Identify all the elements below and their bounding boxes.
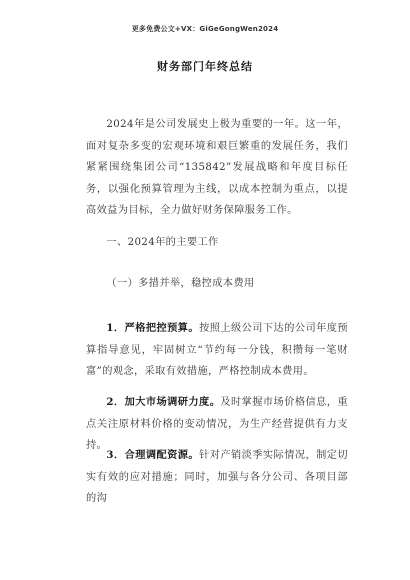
item-paragraph-3 bbox=[86, 445, 348, 510]
item-text: 按照上级公司下达的公司年度预算指导意见，牢固树立“节约每一分钱，积攒每一笔财富”的观念，采取有效措施，严格控制成本费用。 bbox=[86, 323, 348, 377]
section-heading: 一、2024年的主要工作 bbox=[106, 237, 219, 248]
item-paragraph-1 bbox=[86, 318, 348, 383]
subsection-heading: （一）多措并举，稳控成本费用 bbox=[106, 278, 255, 289]
item-lead: 3．合理调配资源。 bbox=[106, 449, 200, 461]
item-text: 针对产销淡季实际情况，制定切实有效的应对措施；同时，加强与各分公司、各项目部的沟 bbox=[86, 450, 348, 504]
page-title: 财务部门年终总结 bbox=[157, 60, 253, 73]
item-lead: 2．加大市场调研力度。 bbox=[106, 396, 221, 408]
item-text: 及时掌握市场价格信息，重点关注原材料价格的变动情况，为生产经营提供有力支持。 bbox=[86, 397, 348, 451]
item-lead: 1．严格把控预算。 bbox=[106, 322, 200, 334]
header-note: 更多免费公文+VX：GiGeGongWen2024 bbox=[131, 25, 279, 33]
intro-paragraph: 2024年是公司发展史上极为重要的一年。这一年，面对复杂多变的宏观环境和艰巨繁重的发展任务，我们紧紧围绕集团公司“135842”发展战略和年度目标任务，以强化预算管理为主线，以成本控制为重点，以提高效益为目标，全力做好财务保障服务工作。 bbox=[86, 119, 348, 216]
